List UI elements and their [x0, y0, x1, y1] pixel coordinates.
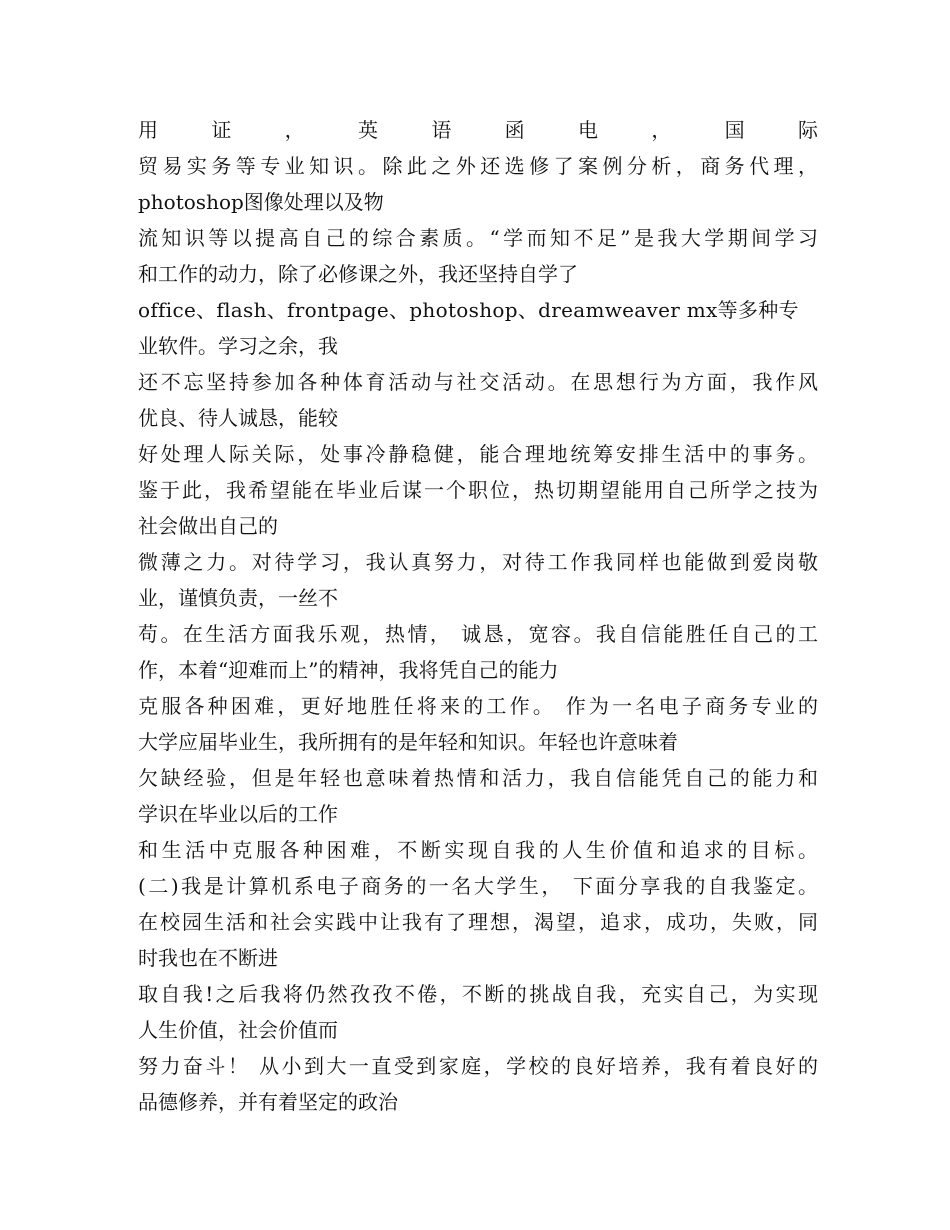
text-line: 品德修养，并有着坚定的政治	[138, 1090, 398, 1114]
text-line: 和生活中克服各种困难，不断实现自我的人生价值和追求的目标。	[138, 838, 818, 862]
text-line: 学识在毕业以后的工作	[138, 802, 338, 826]
text-line: 优良、待人诚恳，能较	[138, 406, 338, 430]
text-line: 在校园生活和社会实践中让我有了理想，渴望，追求，成功，失败，同	[138, 910, 818, 934]
text-line: 大学应届毕业生，我所拥有的是年轻和知识。年轻也许意味着	[138, 730, 678, 754]
text-line: 好处理人际关际，处事冷静稳健，能合理地统筹安排生活中的事务。	[138, 442, 818, 466]
text-line: 还不忘坚持参加各种体育活动与社交活动。在思想行为方面，我作风	[138, 370, 818, 394]
text-line: 努力奋斗！ 从小到大一直受到家庭，学校的良好培养，我有着良好的	[138, 1054, 818, 1078]
text-line: 苟。在生活方面我乐观，热情， 诚恳，宽容。我自信能胜任自己的工	[138, 622, 818, 646]
text-line: 时我也在不断进	[138, 946, 278, 970]
text-line: 用证，英语函电，国际	[138, 118, 818, 142]
text-line: photoshop图像处理以及物	[138, 190, 384, 214]
text-line: 业，谨慎负责，一丝不	[138, 586, 338, 610]
text-line: 流知识等以提高自己的综合素质。“学而知不足”是我大学期间学习	[138, 226, 818, 250]
text-line: 取自我!之后我将仍然孜孜不倦，不断的挑战自我，充实自己，为实现	[138, 982, 818, 1006]
text-line: 贸易实务等专业知识。除此之外还选修了案例分析，商务代理，	[138, 154, 818, 178]
text-line: 和工作的动力，除了必修课之外，我还坚持自学了	[138, 262, 578, 286]
text-line: 社会做出自己的	[138, 514, 278, 538]
text-line: 人生价值，社会价值而	[138, 1018, 338, 1042]
text-line: 微薄之力。对待学习，我认真努力，对待工作我同样也能做到爱岗敬	[138, 550, 818, 574]
text-line: 克服各种困难，更好地胜任将来的工作。 作为一名电子商务专业的	[138, 694, 818, 718]
text-line: 作，本着“迎难而上”的精神，我将凭自己的能力	[138, 658, 559, 682]
text-line: 业软件。学习之余，我	[138, 334, 338, 358]
text-line: (二)我是计算机系电子商务的一名大学生， 下面分享我的自我鉴定。	[138, 874, 818, 898]
text-line: 鉴于此，我希望能在毕业后谋一个职位，热切期望能用自己所学之技为	[138, 478, 818, 502]
text-line: 欠缺经验，但是年轻也意味着热情和活力，我自信能凭自己的能力和	[138, 766, 818, 790]
text-line: office、flash、frontpage、photoshop、dreamweaver mx等多种专	[138, 298, 799, 322]
